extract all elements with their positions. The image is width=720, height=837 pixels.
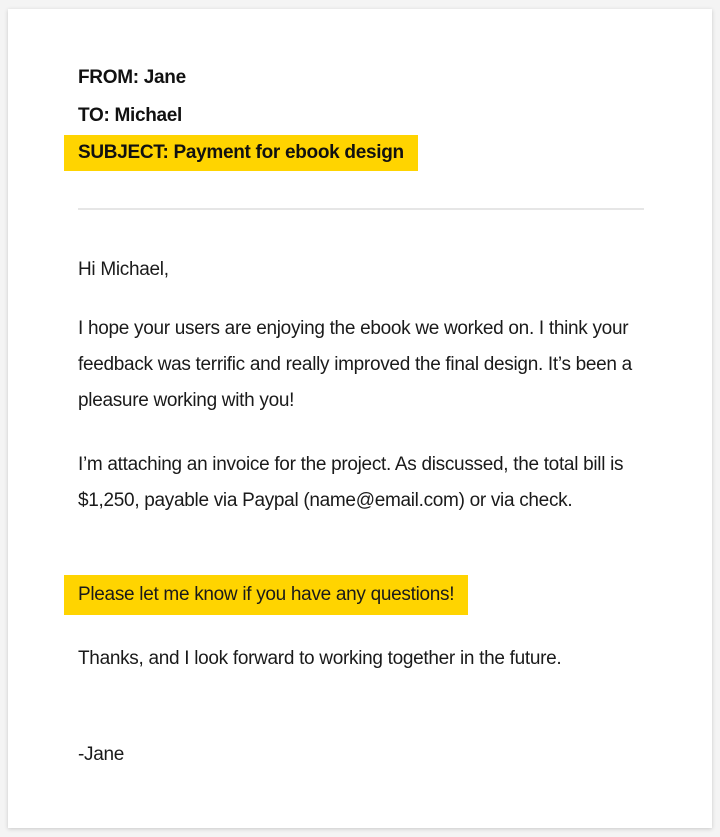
greeting: Hi Michael, [78, 259, 169, 280]
from-line: FROM: Jane [78, 67, 186, 88]
highlighted-question-line: Please let me know if you have any questions! [64, 575, 468, 615]
header-divider [78, 208, 644, 210]
body-paragraph-2: I’m attaching an invoice for the project. As discussed, the total bill is $1,250, payable via Paypal (name@email.com) or via check. [78, 454, 624, 511]
signoff: -Jane [78, 744, 125, 765]
subject-line: SUBJECT: Payment for ebook design [64, 135, 418, 171]
body-paragraph-1: I hope your users are enjoying the ebook we worked on. I think your feedback was terrific and really improved the final design. It’s been a pleasure working with you! [78, 318, 632, 411]
to-line: TO: Michael [78, 105, 183, 126]
body-paragraph-3: Thanks, and I look forward to working together in the future. [78, 648, 562, 669]
email-card [8, 9, 712, 828]
